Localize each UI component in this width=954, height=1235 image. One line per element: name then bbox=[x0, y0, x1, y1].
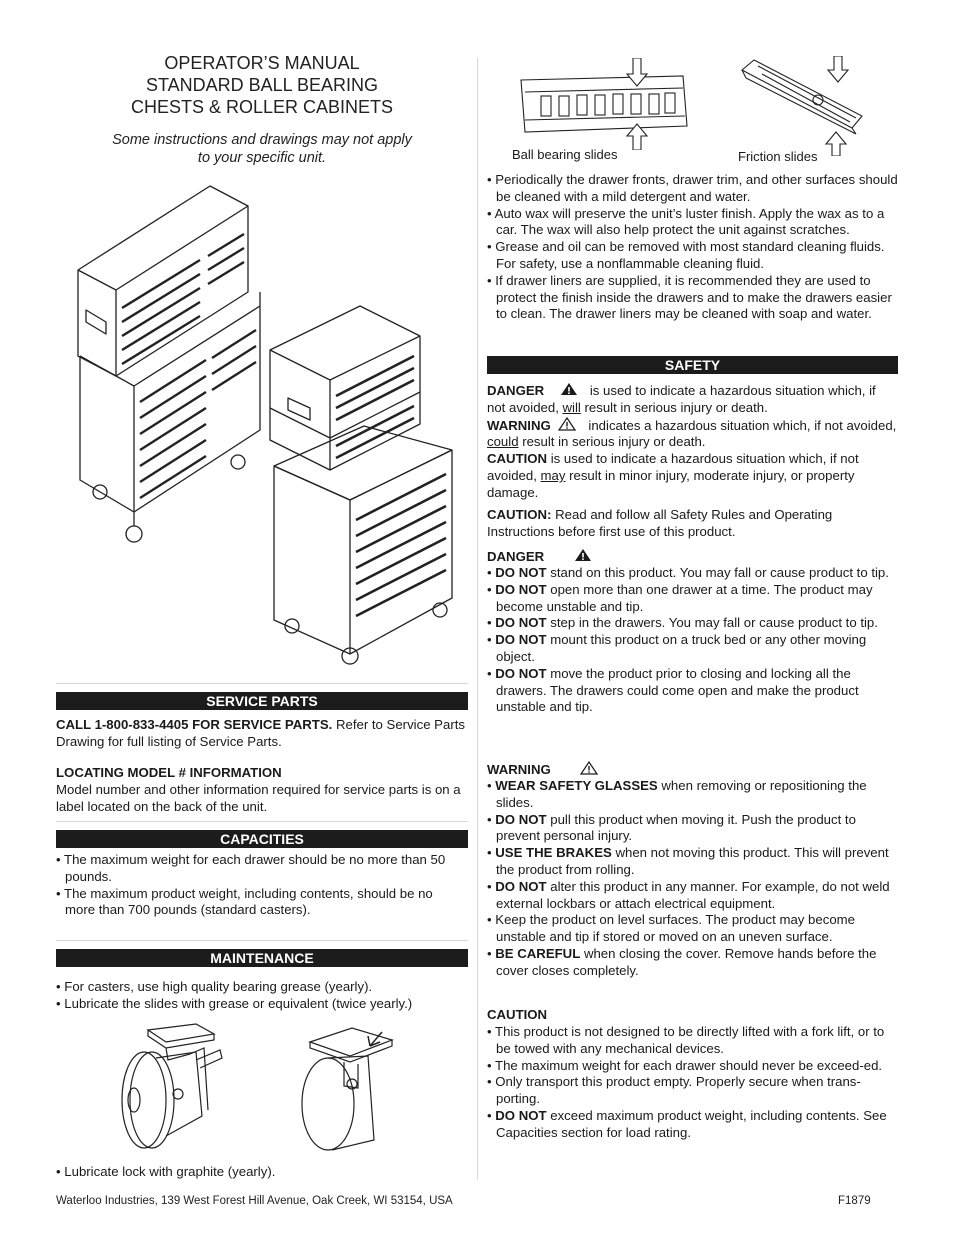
warning-def-a: indicates a hazardous situation which, if not avoided, bbox=[588, 417, 897, 433]
item-text: The maximum weight for each drawer should never be exceed-ed. bbox=[495, 1057, 883, 1073]
warning-triangle-icon bbox=[580, 761, 598, 775]
list-item bbox=[487, 1074, 897, 1108]
item-text: mount this product on a truck bed or any other moving object. bbox=[496, 632, 867, 664]
item-text: when closing the cover. Remove hands before the cover closes completely. bbox=[496, 945, 877, 978]
list-item bbox=[487, 1058, 897, 1075]
footer-address: Waterloo Industries, 139 West Forest Hill Avenue, Oak Creek, WI 53154, USA bbox=[56, 1195, 453, 1207]
list-item bbox=[487, 812, 897, 846]
capacities-heading: CAPACITIES bbox=[56, 830, 468, 848]
list-item bbox=[487, 1024, 897, 1058]
item-text: move the product prior to closing and locking all the drawers. The drawers could come open and make the product unstable and tip. bbox=[496, 665, 859, 715]
item-text: pull this product when moving it. Push the product to prevent personal injury. bbox=[496, 811, 856, 844]
item-bold: DO NOT bbox=[495, 615, 547, 631]
list-item bbox=[487, 666, 897, 716]
divider bbox=[56, 683, 468, 684]
maintenance-list bbox=[56, 979, 468, 1013]
warning-triangle-icon bbox=[558, 417, 576, 431]
ball-bearing-slides-illustration bbox=[515, 58, 695, 150]
maintenance-heading: MAINTENANCE bbox=[56, 949, 468, 967]
care-list bbox=[487, 172, 899, 323]
list-item: • The maximum product weight, including contents, should be no more than 700 pounds (standard casters). bbox=[56, 886, 464, 920]
divider bbox=[56, 940, 468, 941]
service-call-rest: Refer to Service Parts Drawing for full listing of Service Parts. bbox=[56, 717, 465, 749]
tool-chest-illustration bbox=[60, 180, 470, 670]
item-bold: WEAR SAFETY GLASSES bbox=[495, 778, 658, 793]
danger-definition bbox=[487, 382, 897, 417]
list-item: • Lubricate the slides with grease or equivalent (twice yearly.) bbox=[56, 996, 468, 1013]
safety-heading: SAFETY bbox=[487, 356, 898, 374]
friction-slides-illustration bbox=[738, 56, 868, 156]
danger-def-a: is used to indicate a hazardous situation which, if not avoided, bbox=[487, 383, 876, 415]
manual-subtitle bbox=[56, 131, 468, 167]
list-item bbox=[487, 778, 897, 812]
title-line-1: OPERATOR’S MANUAL bbox=[164, 53, 360, 73]
item-bold: BE CAREFUL bbox=[495, 945, 581, 961]
ball-bearing-slides-label: Ball bearing slides bbox=[512, 147, 618, 162]
friction-slides-label: Friction slides bbox=[738, 149, 818, 164]
list-item bbox=[487, 845, 897, 879]
list-item bbox=[487, 912, 897, 946]
item-text: This product is not designed to be directly lifted with a fork lift, or to be towed with any mechanical devices. bbox=[495, 1024, 885, 1056]
item-bold: DO NOT bbox=[495, 665, 547, 681]
swivel-caster-brake-illustration bbox=[96, 1020, 236, 1155]
lock-maintenance-list bbox=[56, 1164, 468, 1181]
divider bbox=[56, 821, 468, 822]
service-call-text bbox=[56, 717, 468, 751]
caution-word: CAUTION bbox=[487, 451, 548, 467]
item-bold: DO NOT bbox=[495, 565, 547, 580]
item-bold: USE THE BRAKES bbox=[495, 845, 612, 861]
danger-word: DANGER bbox=[487, 383, 545, 398]
item-bold: DO NOT bbox=[495, 632, 547, 648]
footer-code: F1879 bbox=[838, 1195, 871, 1207]
item-bold: DO NOT bbox=[495, 581, 547, 597]
list-item bbox=[487, 565, 897, 582]
item-bold: DO NOT bbox=[495, 878, 547, 894]
item-text: when removing or repositioning the slides. bbox=[496, 778, 867, 810]
item-text: step in the drawers. You may fall or cause product to tip. bbox=[546, 615, 878, 631]
subtitle-line-1: Some instructions and drawings may not apply bbox=[112, 132, 412, 148]
list-item bbox=[487, 582, 897, 616]
danger-warning-icon bbox=[560, 382, 578, 396]
warning-word: WARNING bbox=[487, 417, 551, 433]
warning-list bbox=[487, 778, 897, 980]
item-bold: DO NOT bbox=[495, 1107, 547, 1123]
list-item: • Lubricate lock with graphite (yearly). bbox=[56, 1164, 468, 1181]
list-item: • If drawer liners are supplied, it is recommended they are used to protect the finish inside the drawers and to make the drawers easier to clean. The drawer liners may be cleaned with soap and water. bbox=[487, 273, 899, 323]
danger-heading: DANGER bbox=[487, 549, 545, 564]
item-bold: DO NOT bbox=[495, 811, 547, 827]
item-text: stand on this product. You may fall or cause product to tip. bbox=[546, 565, 889, 580]
warning-def-underlined: could bbox=[487, 434, 519, 450]
signal-word-definitions bbox=[487, 382, 897, 502]
warning-def-b: result in serious injury or death. bbox=[518, 434, 706, 450]
caution-def-underlined: may bbox=[540, 467, 566, 483]
rigid-caster-illustration bbox=[270, 1022, 410, 1157]
danger-list bbox=[487, 565, 897, 716]
column-divider bbox=[477, 58, 478, 1180]
caution-def-b: result in minor injury, moderate injury, or property damage. bbox=[487, 467, 855, 500]
capacities-list bbox=[56, 852, 464, 919]
caution-def-a: is used to indicate a hazardous situation which, if not avoided, bbox=[487, 451, 859, 483]
locating-model-text: Model number and other information required for service parts is on a label located on the back of the unit. bbox=[56, 782, 461, 814]
list-item bbox=[487, 632, 897, 666]
title-line-3: CHESTS & ROLLER CABINETS bbox=[130, 97, 394, 117]
warning-heading: WARNING bbox=[487, 762, 551, 777]
item-text: when not moving this product. This will prevent the product from rolling. bbox=[496, 845, 889, 877]
service-parts-heading: SERVICE PARTS bbox=[56, 692, 468, 710]
item-text: Only transport this product empty. Properly secure when trans-porting. bbox=[495, 1074, 861, 1107]
item-text: exceed maximum product weight, including contents. See Capacities section for load rating. bbox=[496, 1107, 887, 1140]
item-text: Keep the product on level surfaces. The product may become unstable and tip if stored or moved on an uneven surface. bbox=[495, 912, 855, 945]
danger-warning-icon bbox=[574, 548, 592, 562]
warning-definition bbox=[487, 417, 897, 452]
list-item bbox=[487, 879, 897, 913]
danger-section-heading bbox=[487, 548, 897, 566]
caution-read-bold: CAUTION: bbox=[487, 507, 552, 522]
warning-section-heading bbox=[487, 761, 897, 779]
service-call-bold: CALL 1-800-833-4405 FOR SERVICE PARTS. bbox=[56, 717, 333, 732]
title-line-2: STANDARD BALL BEARING bbox=[145, 75, 379, 95]
caution-heading: CAUTION bbox=[487, 1007, 548, 1022]
list-item: • Periodically the drawer fronts, drawer trim, and other surfaces should be cleaned with a mild detergent and water. bbox=[487, 172, 899, 206]
manual-title bbox=[56, 52, 468, 118]
caution-read-instructions bbox=[487, 507, 897, 541]
list-item bbox=[487, 615, 897, 632]
caution-read-rest: Read and follow all Safety Rules and Operating Instructions before first use of this product. bbox=[487, 507, 833, 539]
list-item: • For casters, use high quality bearing grease (yearly). bbox=[56, 979, 468, 996]
item-text: open more than one drawer at a time. The product may become unstable and tip. bbox=[496, 581, 873, 614]
list-item bbox=[487, 946, 897, 980]
caution-list bbox=[487, 1024, 897, 1142]
list-item: • Auto wax will preserve the unit’s luster finish. Apply the wax as to a car. The wax will also help protect the unit against scratches. bbox=[487, 206, 899, 240]
caution-definition bbox=[487, 451, 897, 501]
locating-model-heading: LOCATING MODEL # INFORMATION bbox=[56, 765, 282, 780]
danger-def-underlined: will bbox=[562, 399, 581, 415]
danger-def-b: result in serious injury or death. bbox=[580, 399, 768, 415]
subtitle-line-2: to your specific unit. bbox=[197, 150, 327, 166]
item-text: alter this product in any manner. For example, do not weld external lockbars or attach electrical equipment. bbox=[496, 878, 890, 911]
list-item: • The maximum weight for each drawer should be no more than 50 pounds. bbox=[56, 852, 464, 886]
list-item bbox=[487, 1108, 897, 1142]
list-item: • Grease and oil can be removed with most standard cleaning fluids. For safety, use a nonflammable cleaning fluid. bbox=[487, 239, 899, 273]
